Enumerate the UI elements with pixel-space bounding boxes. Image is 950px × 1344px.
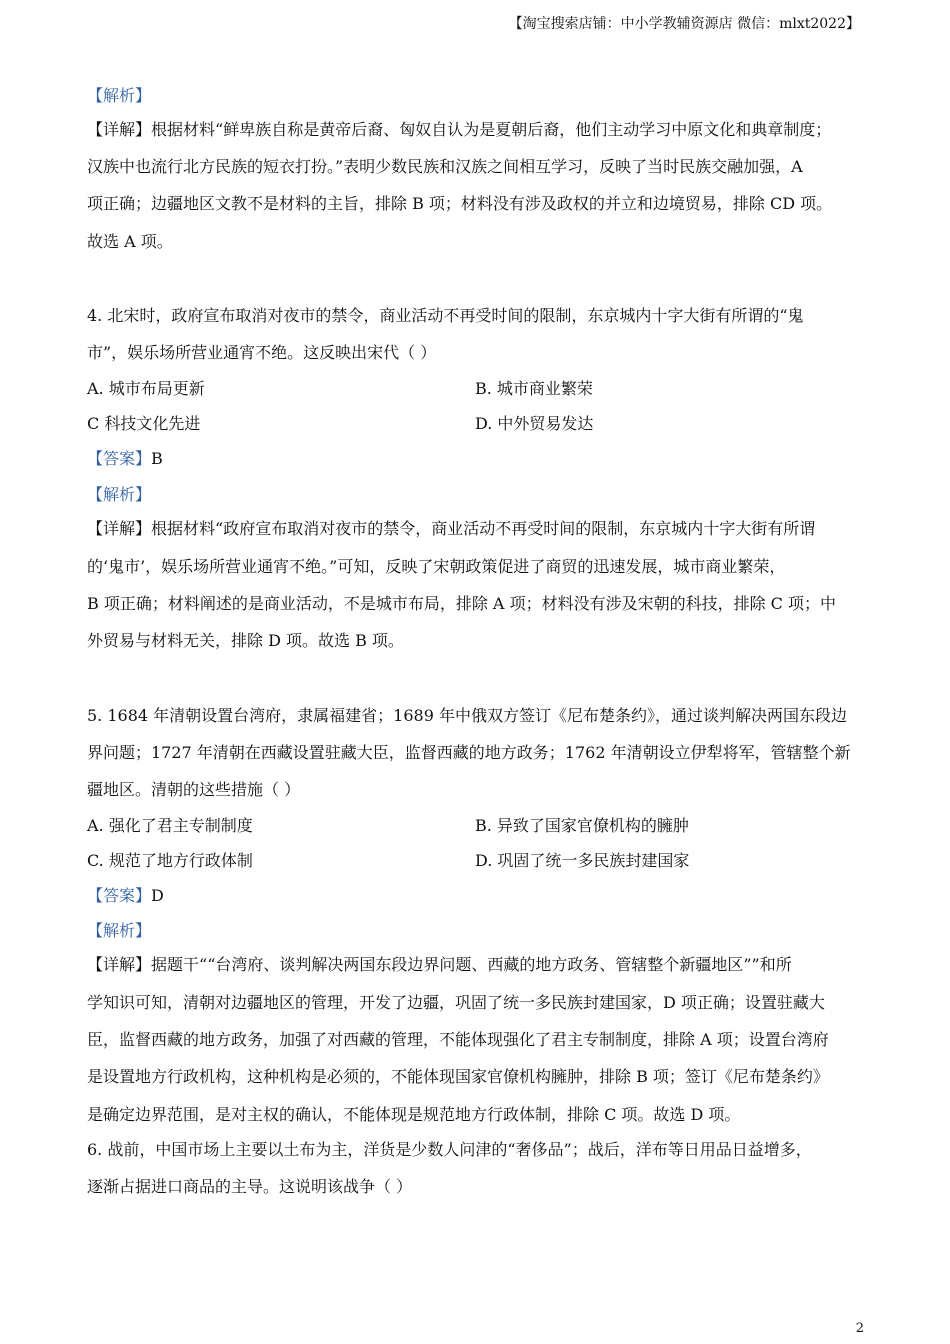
q5-answer-value: D: [151, 886, 164, 905]
q4-detail-label: 【详解】: [87, 519, 152, 538]
q5-option-a[interactable]: A. 强化了君主专制制度: [87, 816, 253, 835]
q3-detail-line-1: 【详解】根据材料“鲜卑族自称是黄帝后裔、匈奴自认为是夏朝后裔，他们主动学习中原文化和典章制度；: [87, 120, 832, 139]
q4-detail-line-2: 的‘鬼市’，娱乐场所营业通宵不绝。”可知，反映了宋朝政策促进了商贸的迅速发展，城市商业繁荣，: [87, 557, 786, 576]
q5-detail-line-2: 学知识可知，清朝对边疆地区的管理，开发了边疆，巩固了统一多民族封建国家，D 项正确；设置驻藏大: [87, 993, 825, 1012]
q4-answer-value: B: [151, 449, 163, 468]
page-number: 2: [855, 1321, 864, 1336]
q4-detail-line-1: 【详解】根据材料“政府宣布取消对夜市的禁令，商业活动不再受时间的限制，东京城内十字大街有所谓: [87, 519, 816, 538]
q5-detail-line-4: 是设置地方行政机构，这种机构是必须的，不能体现国家官僚机构臃肿，排除 B 项；签订《尼布楚条约》: [87, 1067, 829, 1086]
q3-detail-line-3: 项正确；边疆地区文教不是材料的主旨，排除 B 项；材料没有涉及政权的并立和边境贸易，排除 CD 项。: [87, 194, 833, 213]
q5-option-b[interactable]: B. 异致了国家官僚机构的臃肿: [475, 816, 689, 835]
q5-detail-line-5: 是确定边界范围，是对主权的确认，不能体现是规范地方行政体制，排除 C 项。故选 D 项。: [87, 1105, 741, 1124]
q4-option-a[interactable]: A. 城市布局更新: [87, 379, 205, 398]
q4-answer: [87, 446, 163, 469]
q5-option-d[interactable]: D. 巩固了统一多民族封建国家: [475, 851, 690, 870]
q3-detail-line-2: 汉族中也流行北方民族的短衣打扮。”表明少数民族和汉族之间相互学习，反映了当时民族交融加强，A: [87, 157, 803, 176]
q6-stem-line-2: 逐渐占据进口商品的主导。这说明该战争（ ）: [87, 1177, 413, 1196]
q4-detail-line-4: 外贸易与材料无关，排除 D 项。故选 B 项。: [87, 631, 404, 650]
q4-option-d[interactable]: D. 中外贸易发达: [475, 414, 594, 433]
q3-detail-label: 【详解】: [87, 120, 152, 139]
q4-answer-label: 【答案】: [87, 449, 152, 468]
q4-option-c[interactable]: C 科技文化先进: [87, 414, 201, 433]
q4-option-b[interactable]: B. 城市商业繁荣: [475, 379, 593, 398]
q4-detail-line-3: B 项正确；材料阐述的是商业活动，不是城市布局，排除 A 项；材料没有涉及宋朝的科技，排除 C 项；中: [87, 594, 836, 613]
q4-stem-line-1: 4. 北宋时，政府宣布取消对夜市的禁令，商业活动不再受时间的限制，东京城内十字大街有所谓的“鬼: [87, 306, 804, 325]
q3-analysis-label: 【解析】: [87, 86, 152, 105]
q5-stem-line-1: 5. 1684 年清朝设置台湾府，隶属福建省；1689 年中俄双方签订《尼布楚条约》，通过谈判解决两国东段边: [87, 706, 847, 725]
q5-detail-line-3: 臣，监督西藏的地方政务，加强了对西藏的管理，不能体现强化了君主专制制度，排除 A 项；设置台湾府: [87, 1030, 829, 1049]
q5-option-c[interactable]: C. 规范了地方行政体制: [87, 851, 253, 870]
q3-detail-line-4: 故选 A 项。: [87, 232, 173, 251]
q4-analysis-label: 【解析】: [87, 485, 152, 504]
q5-stem-line-2: 界问题；1727 年清朝在西藏设置驻藏大臣，监督西藏的地方政务；1762 年清朝设立伊犁将军，管辖整个新: [87, 743, 851, 762]
q5-detail-label: 【详解】: [87, 955, 152, 974]
q5-detail-line-1: 【详解】据题干““台湾府、谈判解决两国东段边界问题、西藏的地方政务、管辖整个新疆地区””和所: [87, 955, 792, 974]
q5-answer: [87, 883, 164, 906]
page-header: 【淘宝搜索店铺：中小学教辅资源店 微信：mlxt2022】: [508, 16, 860, 32]
q5-stem-line-3: 疆地区。清朝的这些措施（ ）: [87, 780, 301, 799]
q4-stem-line-2: 市”，娱乐场所营业通宵不绝。这反映出宋代（ ）: [87, 343, 437, 362]
q5-answer-label: 【答案】: [87, 886, 152, 905]
q5-analysis-label: 【解析】: [87, 921, 152, 940]
q6-stem-line-1: 6. 战前，中国市场上主要以土布为主，洋货是少数人问津的“奢侈品”；战后，洋布等日用品日益增多，: [87, 1140, 812, 1159]
